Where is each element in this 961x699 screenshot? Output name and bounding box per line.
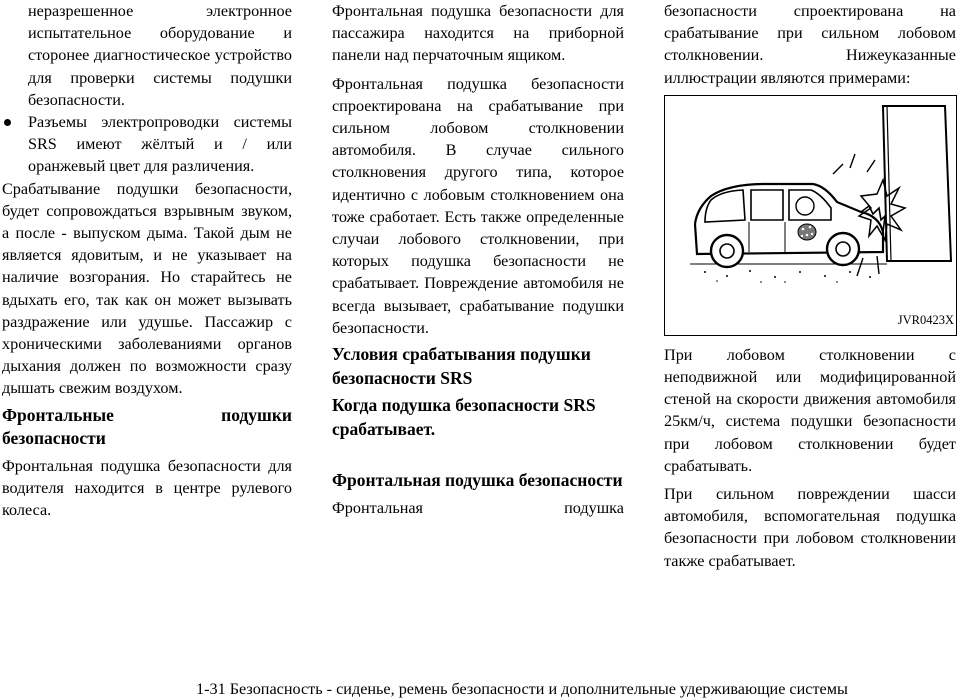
column-left bbox=[2, 0, 292, 521]
heading-frontal-airbag: Фронтальная подушка безопасности bbox=[332, 470, 623, 491]
page-footer: 1-31 Безопасность - сиденье, ремень безопасности и дополнительные удерживающие системы bbox=[196, 680, 848, 698]
car-wall-crash-icon bbox=[665, 96, 955, 334]
crash-illustration bbox=[664, 95, 957, 336]
paragraph-frontal-airbag-start: Фронтальная подушка bbox=[332, 498, 624, 517]
column-middle bbox=[332, 0, 624, 519]
bullet-item-continued: неразрешенное электронное испытательное оборудование и сторонее диагностическое устройство для проверки системы подушки безопасности. bbox=[28, 2, 292, 109]
heading-frontal-airbags: Фронтальные подушки безопасности bbox=[2, 404, 292, 449]
figure-code: JVR0423X bbox=[897, 312, 954, 327]
paragraph-deployment-smoke: Срабатывание подушки безопасности, будет сопровождаться взрывным звуком, а после - выпуском дыма. Такой дым не является ядовитым, и не указывает на наличие возгорания. Но старайтесь не вдыхать его, так как он может вызывать раздражение или удушье. Пассажир с хроническими заболеваниями органов дыхания должен по возможности сразу дышать свежим воздухом. bbox=[2, 179, 292, 398]
paragraph-examples: безопасности спроектирована на срабатывание при сильном лобовом столкновении. Нижеуказанные иллюстрации являются примерами: bbox=[664, 2, 956, 87]
bullet-item-connectors: Разъемы электропроводки системы SRS имеют жёлтый и / или оранжевый цвет для различения. bbox=[28, 111, 292, 178]
heading-when-srs-deploys: Когда подушка безопасности SRS срабатывает. bbox=[332, 395, 596, 439]
paragraph-chassis-damage: При сильном повреждении шасси автомобиля, вспомогательная подушка безопасности при лобовом столкновении также срабатывает. bbox=[664, 485, 956, 570]
paragraph-driver-airbag: Фронтальная подушка безопасности для водителя находится в центре рулевого колеса. bbox=[2, 456, 292, 520]
bullet-list bbox=[2, 0, 292, 178]
heading-srs-conditions: Условия срабатывания подушки безопасности SRS bbox=[332, 344, 591, 388]
paragraph-frontal-collision: Фронтальная подушка безопасности спроектирована на срабатывание при сильном лобовом столкновении автомобиля. В случае сильного столкновения другого типа, которое идентично с лобовым столкновением она тоже сработает. Есть также определенные случаи лобового столкновении, при которых подушка безопасности не срабатывает. Повреждение автомобиля не всегда вызывает, срабатывание подушки безопасности. bbox=[332, 74, 624, 337]
column-right bbox=[664, 0, 956, 572]
paragraph-fixed-wall: При лобовом столкновении с неподвижной или модифицированной стеной на скорости движения автомобиля 25км/ч, система подушки безопасности при лобовом столкновении будет срабатывать. bbox=[664, 345, 956, 475]
paragraph-passenger-airbag: Фронтальная подушка безопасности для пассажира находится на приборной панели над перчаточным ящиком. bbox=[332, 2, 624, 65]
